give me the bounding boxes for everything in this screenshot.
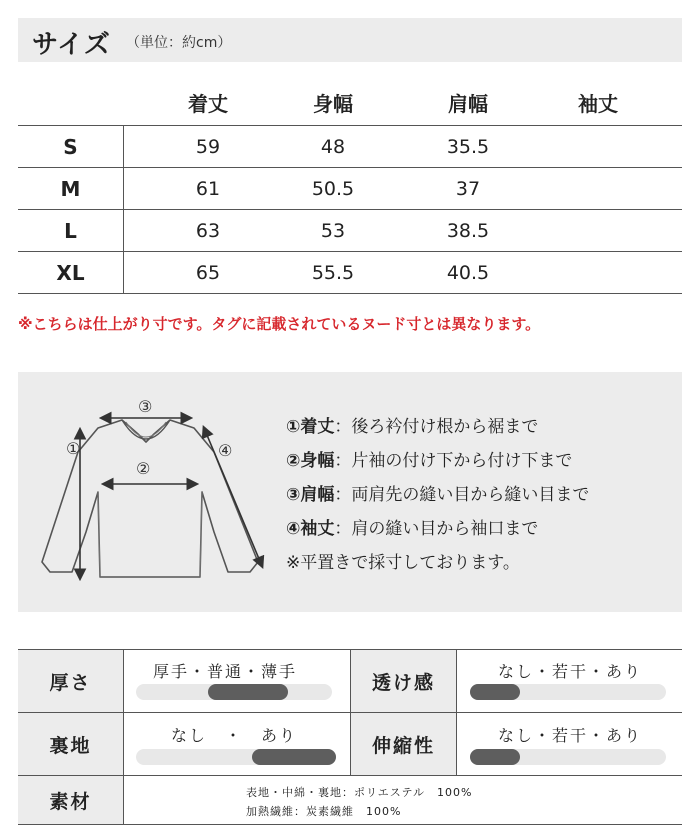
row-size-label: S bbox=[18, 126, 124, 167]
size-note: ※こちらは仕上がり寸です。タグに記載されているヌード寸とは異なります。 bbox=[18, 315, 541, 333]
cell-sleeve bbox=[528, 126, 668, 167]
col-length: 着丈 bbox=[188, 92, 228, 116]
legend-item bbox=[286, 512, 589, 546]
size-table bbox=[18, 80, 682, 294]
cell-length: 61 bbox=[195, 177, 221, 200]
shirt-diagram bbox=[18, 372, 278, 612]
measurement-legend bbox=[286, 410, 589, 580]
table-row bbox=[18, 210, 682, 252]
thickness-scale: 厚手・普通・薄手 bbox=[153, 662, 298, 681]
legend-key: ①着丈 bbox=[286, 417, 335, 437]
cell-width: 53 bbox=[320, 219, 346, 242]
row-size-label: L bbox=[18, 210, 124, 251]
sheerness-knob bbox=[470, 684, 520, 700]
cell-width: 55.5 bbox=[311, 261, 355, 284]
legend-item bbox=[286, 410, 589, 444]
material-label: 素材 bbox=[18, 776, 124, 824]
legend-desc: ：肩の縫い目から袖口まで bbox=[334, 519, 539, 539]
sheerness-label: 透け感 bbox=[350, 650, 457, 712]
cell-length: 65 bbox=[195, 261, 221, 284]
material-line-1: 表地・中綿・裏地：ポリエステル 100% bbox=[246, 786, 473, 799]
cell-sleeve bbox=[528, 252, 668, 293]
col-sleeve: 袖丈 bbox=[578, 92, 618, 116]
stretch-knob bbox=[470, 749, 520, 765]
cell-shoulder: 37 bbox=[455, 177, 481, 200]
cell-length: 59 bbox=[195, 135, 221, 158]
size-unit: （単位：約cm） bbox=[126, 35, 232, 51]
material-line-2: 加熱繊維：炭素繊維 100% bbox=[246, 805, 402, 818]
stretch-scale: なし・若干・あり bbox=[498, 726, 643, 745]
cell-width: 48 bbox=[320, 135, 346, 158]
table-row bbox=[18, 168, 682, 210]
row-size-label: XL bbox=[18, 252, 124, 293]
measurement-illustration bbox=[18, 372, 682, 612]
cell-sleeve bbox=[528, 168, 668, 209]
legend-key: ③肩幅 bbox=[286, 485, 335, 505]
fabric-spec-table bbox=[18, 649, 682, 825]
size-table-header bbox=[18, 80, 682, 126]
marker-length: ① bbox=[66, 439, 81, 458]
legend-desc: ：後ろ衿付け根から裾まで bbox=[334, 417, 539, 437]
shirt-neckline bbox=[122, 420, 170, 439]
lining-label: 裏地 bbox=[18, 713, 124, 775]
legend-key: ②身幅 bbox=[286, 451, 335, 471]
col-width: 身幅 bbox=[313, 92, 353, 116]
cell-width: 50.5 bbox=[311, 177, 355, 200]
size-header bbox=[18, 18, 682, 62]
cell-shoulder: 35.5 bbox=[446, 135, 490, 158]
fabric-row bbox=[18, 712, 682, 775]
thickness-label: 厚さ bbox=[18, 650, 124, 712]
fabric-row bbox=[18, 649, 682, 712]
shirt-collar bbox=[126, 422, 166, 437]
cell-shoulder: 38.5 bbox=[446, 219, 490, 242]
table-row bbox=[18, 252, 682, 294]
cell-sleeve bbox=[528, 210, 668, 251]
legend-item bbox=[286, 478, 589, 512]
thickness-knob bbox=[208, 684, 288, 700]
row-size-label: M bbox=[18, 168, 124, 209]
cell-shoulder: 40.5 bbox=[446, 261, 490, 284]
fabric-row bbox=[18, 775, 682, 825]
cell-length: 63 bbox=[195, 219, 221, 242]
legend-footnote: ※平置きで採寸しております。 bbox=[286, 553, 520, 573]
legend-key: ④袖丈 bbox=[286, 519, 335, 539]
lining-scale: なし ・ あり bbox=[171, 726, 298, 745]
sleeve-arrow bbox=[204, 428, 262, 566]
size-title: サイズ bbox=[32, 30, 111, 60]
legend-item bbox=[286, 444, 589, 478]
stretch-label: 伸縮性 bbox=[350, 713, 457, 775]
lining-knob bbox=[252, 749, 336, 765]
marker-sleeve: ④ bbox=[218, 441, 233, 460]
marker-width: ② bbox=[136, 459, 151, 478]
marker-shoulder: ③ bbox=[138, 397, 153, 416]
sheerness-scale: なし・若干・あり bbox=[498, 662, 643, 681]
legend-desc: ：両肩先の縫い目から縫い目まで bbox=[334, 485, 590, 505]
table-row bbox=[18, 126, 682, 168]
legend-desc: ：片袖の付け下から付け下まで bbox=[334, 451, 573, 471]
col-shoulder: 肩幅 bbox=[448, 92, 488, 116]
